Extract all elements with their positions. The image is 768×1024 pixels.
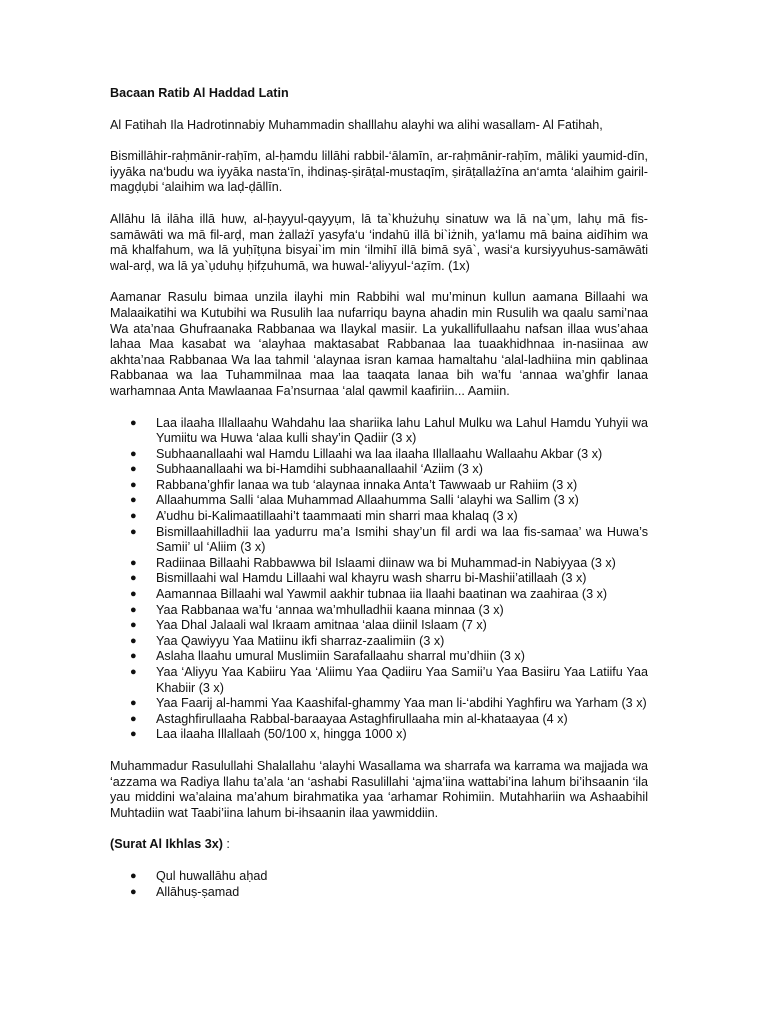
- bullet-icon: ●: [130, 416, 137, 429]
- list-item-text: Yaa Rabbanaa wa’fu ‘annaa wa’mhulladhii kaana minnaa (3 x): [156, 602, 504, 617]
- dhikr-item: [110, 727, 648, 743]
- bullet-icon: ●: [130, 556, 137, 569]
- document-page: [110, 86, 648, 916]
- list-item-text: A’udhu bi-Kalimaatillaahi’t taammaati min sharri maa khalaq (3 x): [156, 509, 518, 524]
- list-item-text: Radiinaa Billaahi Rabbawwa bil Islaami diinaw wa bi Muhammad-in Nabiyyaa (3 x): [156, 555, 616, 570]
- document-title: Bacaan Ratib Al Haddad Latin: [110, 86, 289, 100]
- bullet-icon: ●: [130, 697, 137, 710]
- list-item-text: Qul huwallāhu aḥad: [156, 868, 268, 883]
- surat-verse-item: [110, 869, 648, 885]
- list-item-text: Allāhuṣ-ṣamad: [156, 884, 240, 899]
- list-item-text: Subhaanallaahi wa bi-Hamdihi subhaanallaahil ‘Aziim (3 x): [156, 462, 483, 477]
- surat-colon: :: [222, 837, 230, 852]
- list-item-text: Yaa Faarij al-hammi Yaa Kaashifal-ghammy Yaa man li-‘abdihi Yaghfiru wa Yarham (3 x): [156, 696, 647, 711]
- list-item-text: Yaa ‘Aliyyu Yaa Kabiiru Yaa ‘Aliimu Yaa Qadiiru Yaa Samii’u Yaa Basiiru Yaa Latiifu Yaa Khabiir (3 x): [156, 665, 648, 695]
- dhikr-item: [110, 603, 648, 619]
- list-item-text: Aslaha llaahu umural Muslimiin Sarafallaahu sharral mu’dhiin (3 x): [156, 649, 525, 664]
- list-item-text: Yaa Dhal Jalaali wal Ikraam amitnaa ‘alaa diinil Islaam (7 x): [156, 618, 487, 633]
- bullet-icon: ●: [130, 619, 137, 632]
- dhikr-item: [110, 478, 648, 494]
- dhikr-item: [110, 634, 648, 650]
- bullet-icon: ●: [130, 572, 137, 585]
- list-item-text: Subhaanallaahi wal Hamdu Lillaahi wa laa ilaaha Illallaahu Wallaahu Akbar (3 x): [156, 446, 603, 461]
- dhikr-item: [110, 416, 648, 447]
- surat-ikhlas-list: [110, 869, 648, 900]
- dhikr-item: [110, 447, 648, 463]
- paragraph-amanar-rasulu: Aamanar Rasulu bimaa unzila ilayhi min Rabbihi wal mu’minun kullun aamana Billaahi wa Malaaikatihi wa Kutubihi wa Rusulih laa nufarriqu bayna ahadin min Rusulih wa qaalu sami’naa Wa ata’naa Ghufraanaka Rabbanaa wa Ilaykal masiir. La yukallifullaahu nafsan illaa wus’ahaa lahaa Maa kasabat wa ‘alayhaa maktasabat Rabbanaa laa tuaakhidhnaa in-nasiinaa aw akhta’naa Rabbanaa Wa laa tahmil ‘alaynaa isran kamaa hamaltahu ‘alal-ladhiina min qablinaa Rabbanaa wa laa Tuhammilnaa maa laa taaqata lanaa bih wa’fu ‘annaa wa’ghfir lanaa warhamnaa Anta Mawlaanaa Fa’nsurnaa ‘alal qawmil kaafiriin... Aamiin.: [110, 290, 648, 398]
- paragraph-closing: Muhammadur Rasulullahi Shalallahu ‘alayhi Wasallama wa sharrafa wa karrama wa majjada wa ‘azzama wa Radiya llahu ta’ala ‘an ‘ashabi Rasulillahi ‘ajma’iina wattabi’ina lahum bi’ihsaanin ‘ila yau middini wa’alaina ma’ahum birahmatika yaa ‘arhamar Rohimiin. Mutahhariin wa Ashaabihil Muhtadiin wat Taabi’iina lahum bi-ihsaanin ilaa yawmiddiin.: [110, 758, 648, 820]
- bullet-icon: ●: [130, 728, 137, 741]
- bullet-icon: ●: [130, 603, 137, 616]
- list-item-text: Allaahumma Salli ‘alaa Muhammad Allaahumma Salli ‘alayhi wa Sallim (3 x): [156, 493, 579, 508]
- bullet-icon: ●: [130, 510, 137, 523]
- paragraph-ayat-kursi: Allāhu lā ilāha illā huw, al-ḥayyul-qayyụm, lā ta`khużuhụ sinatuw wa lā na`ụm, lahụ mā fis-samāwāti wa mā fil-arḍ, man żallażī yasyfa‘u ‘indahū illā bi`iżnih, ya‘lamu mā baina aidīhim wa mā khalfahum, wa lā yuḥīṭụna bisyai`im min ‘ilmihī illā bimā syā`, wasi‘a kursiyyuhus-samāwāti wal-arḍ, wa lā ya`ụduhụ ḥifẓuhumā, wa huwal-‘aliyyul-‘aẓīm. (1x): [110, 211, 648, 273]
- list-item-text: Yaa Qawiyyu Yaa Matiinu ikfi sharraz-zaalimiin (3 x): [156, 633, 445, 648]
- dhikr-item: [110, 712, 648, 728]
- list-item-text: Astaghfirullaaha Rabbal-baraayaa Astaghfirullaaha min al-khataayaa (4 x): [156, 711, 568, 726]
- dhikr-item: [110, 571, 648, 587]
- list-item-text: Aamannaa Billaahi wal Yawmil aakhir tubnaa iia llaahi baatinan wa zaahiraa (3 x): [156, 587, 608, 602]
- bullet-icon: ●: [130, 885, 137, 898]
- surat-heading: (Surat Al Ikhlas 3x): [110, 837, 223, 852]
- list-item-text: Bismillaahi wal Hamdu Lillaahi wal khayru wash sharru bi-Mashii’atillaah (3 x): [156, 571, 587, 586]
- surat-heading-line: [110, 837, 648, 853]
- bullet-icon: ●: [130, 712, 137, 725]
- list-item-text: Bismillaahilladhii laa yadurru ma’a Ismihi shay’un fil ardi wa laa fis-samaa’ wa Huwa’s Samii’ ul ‘Aliim (3 x): [156, 524, 648, 555]
- paragraph-al-fatihah: Bismillāhir-raḥmānir-raḥīm, al-ḥamdu lillāhi rabbil-‘ālamīn, ar-raḥmānir-raḥīm, māliki yaumid-dīn, iyyāka na‘budu wa iyyāka nasta‘īn, ihdinaṣ-ṣirāṭal-mustaqīm, ṣirāṭallażīna an‘amta ‘alaihim gairil-magḍụbi ‘alaihim wa laḍ-ḍāllīn.: [110, 149, 648, 195]
- bullet-icon: ●: [130, 588, 137, 601]
- list-item-text: Rabbana’ghfir lanaa wa tub ‘alaynaa innaka Anta’t Tawwaab ur Rahiim (3 x): [156, 477, 578, 492]
- bullet-icon: ●: [130, 463, 137, 476]
- bullet-icon: ●: [130, 525, 137, 538]
- dhikr-item: [110, 649, 648, 665]
- bullet-icon: ●: [130, 447, 137, 460]
- bullet-icon: ●: [130, 650, 137, 663]
- dhikr-item: [110, 525, 648, 556]
- bullet-icon: ●: [130, 869, 137, 882]
- dhikr-item: [110, 696, 648, 712]
- bullet-icon: ●: [130, 478, 137, 491]
- bullet-icon: ●: [130, 666, 137, 678]
- dhikr-item: [110, 618, 648, 634]
- dhikr-item: [110, 462, 648, 478]
- bullet-icon: ●: [130, 494, 137, 507]
- bullet-icon: ●: [130, 634, 137, 647]
- list-item-text: Laa ilaaha Illallaah (50/100 x, hingga 1000 x): [156, 727, 407, 742]
- surat-verse-item: [110, 885, 648, 901]
- paragraph-fatihah-intro: Al Fatihah Ila Hadrotinnabiy Muhammadin shalllahu alayhi wa alihi wasallam- Al Fatihah,: [110, 117, 603, 132]
- dhikr-list: [110, 416, 648, 743]
- dhikr-item: [110, 493, 648, 509]
- dhikr-item: [110, 556, 648, 572]
- dhikr-item: [110, 509, 648, 525]
- dhikr-item: [110, 587, 648, 603]
- dhikr-item: [110, 665, 648, 696]
- list-item-text: Laa ilaaha Illallaahu Wahdahu laa shariika lahu Lahul Mulku wa Lahul Hamdu Yuhyii wa Yumiitu wa Huwa ‘alaa kulli shay’in Qadiir (3 x): [156, 415, 648, 446]
